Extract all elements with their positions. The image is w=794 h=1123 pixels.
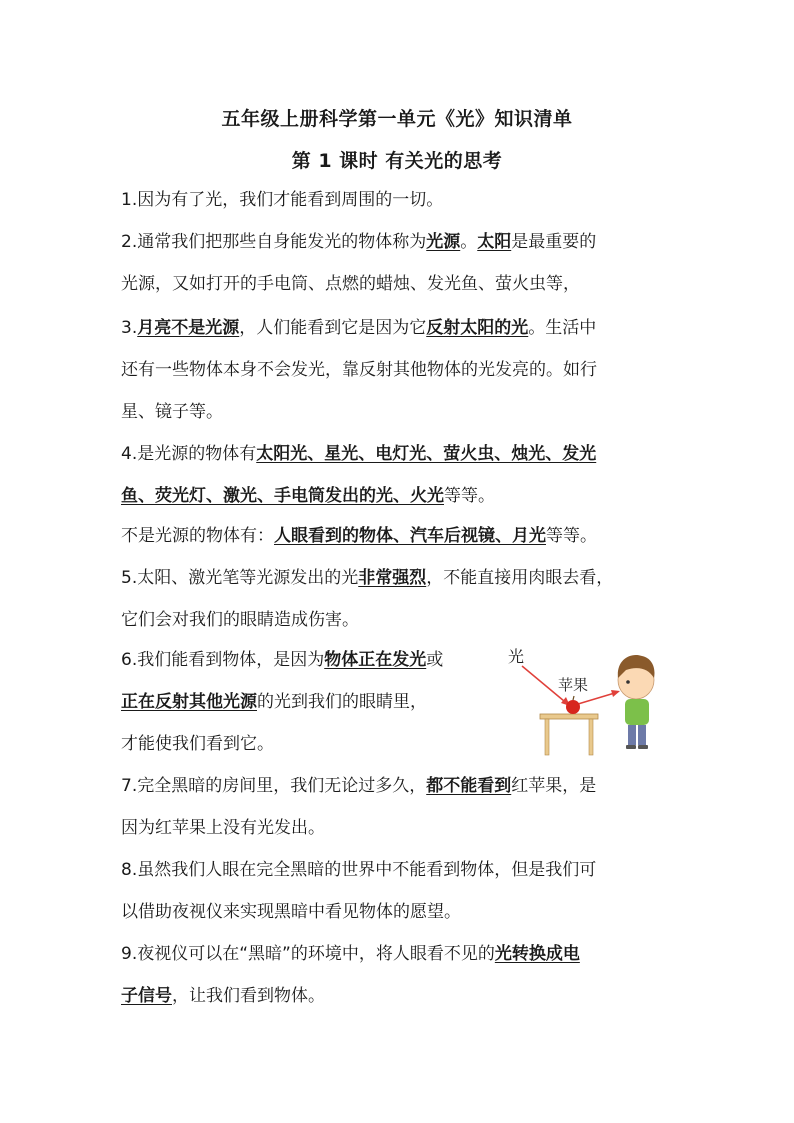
- key-term: 子信号: [121, 986, 172, 1006]
- text-span: 9.夜视仪可以在“黑暗”的环境中，将人眼看不见的: [121, 944, 495, 964]
- text-span: 8.虽然我们人眼在完全黑暗的世界中不能看到物体，但是我们可: [121, 860, 597, 880]
- text-line: [121, 690, 427, 714]
- text-span: 或: [426, 650, 444, 670]
- text-span: 4.是光源的物体有: [121, 444, 257, 464]
- text-line: [121, 566, 613, 590]
- text-line: [121, 316, 596, 340]
- text-span: 6.我们能看到物体，是因为: [121, 650, 325, 670]
- key-term: 太阳光、星光、电灯光、萤火虫、烛光、发光: [256, 444, 597, 464]
- key-term: 鱼、荧光灯、激光、手电筒发出的光、火光: [121, 486, 444, 506]
- text-span: 1.因为有了光，我们才能看到周围的一切。: [121, 190, 444, 210]
- text-span: 3.: [121, 318, 138, 338]
- text-span: 红苹果，是: [511, 776, 597, 796]
- text-line: [121, 524, 597, 548]
- text-line: [121, 900, 461, 924]
- text-span: 光源，又如打开的手电筒、点燃的蜡烛、发光鱼、萤火虫等，: [121, 274, 580, 294]
- text-span: 因为红苹果上没有光发出。: [121, 818, 325, 838]
- text-span: 星、镜子等。: [121, 402, 223, 422]
- text-line: [121, 774, 596, 798]
- text-span: 。生活中: [528, 318, 597, 338]
- text-line: [121, 816, 325, 840]
- page-title: 五年级上册科学第一单元《光》知识清单: [221, 108, 573, 130]
- apple-illustration: [500, 638, 676, 760]
- text-span: 2.通常我们把那些自身能发光的物体称为: [121, 232, 427, 252]
- key-term: 光转换成电: [494, 944, 580, 964]
- boy-leg-right: [638, 725, 646, 745]
- text-line: [121, 272, 580, 296]
- text-span: 5.太阳、激光笔等光源发出的光: [121, 568, 359, 588]
- text-span: ，让我们看到物体。: [172, 986, 325, 1006]
- red-apple: [566, 700, 580, 714]
- text-span: 的光到我们的眼睛里，: [257, 692, 427, 712]
- text-line: [121, 942, 580, 966]
- key-term: 物体正在发光: [324, 650, 427, 670]
- boy-shoe-left: [626, 745, 636, 749]
- text-span: ，不能直接用肉眼去看，: [426, 568, 614, 588]
- key-term: 月亮不是光源: [137, 318, 240, 338]
- key-term: 光源: [426, 232, 461, 252]
- table-top: [540, 714, 598, 719]
- key-term: 人眼看到的物体、汽车后视镜、月光: [274, 526, 546, 546]
- text-line: [121, 648, 443, 672]
- lesson-subtitle: 第 1 课时 有关光的思考: [291, 150, 503, 172]
- apple-stem: [573, 696, 574, 700]
- boy-shoe-right: [638, 745, 648, 749]
- text-line: [121, 400, 223, 424]
- text-line: [121, 230, 596, 254]
- text-line: [121, 358, 597, 382]
- text-line: [121, 732, 274, 756]
- text-line: [121, 188, 443, 212]
- text-span: ，人们能看到它是因为它: [239, 318, 427, 338]
- text-span: 。: [460, 232, 478, 252]
- text-span: 以借助夜视仪来实现黑暗中看见物体的愿望。: [121, 902, 461, 922]
- table-leg-right: [589, 719, 593, 755]
- key-term: 太阳: [477, 232, 512, 252]
- text-span: 是最重要的: [511, 232, 597, 252]
- boy-shirt: [625, 699, 649, 725]
- text-span: 等等。: [546, 526, 597, 546]
- key-term: 都不能看到: [426, 776, 512, 796]
- text-span: 7.完全黑暗的房间里，我们无论过多久，: [121, 776, 427, 796]
- text-line: [121, 484, 495, 508]
- text-span: 等等。: [444, 486, 495, 506]
- apple-label: 苹果: [558, 676, 589, 694]
- key-term: 非常强烈: [358, 568, 427, 588]
- text-line: [121, 442, 596, 466]
- text-span: 才能使我们看到它。: [121, 734, 274, 754]
- boy-eye: [626, 680, 630, 684]
- reflected-ray-arrow: [611, 690, 620, 697]
- key-term: 正在反射其他光源: [121, 692, 257, 712]
- text-line: [121, 858, 596, 882]
- text-line: [121, 984, 325, 1008]
- text-span: 不是光源的物体有：: [121, 526, 274, 546]
- light-label: 光: [508, 647, 525, 666]
- key-term: 反射太阳的光: [426, 318, 529, 338]
- table-leg-left: [545, 719, 549, 755]
- boy-leg-left: [628, 725, 636, 745]
- text-span: 它们会对我们的眼睛造成伤害。: [121, 610, 359, 630]
- text-line: [121, 608, 359, 632]
- text-span: 还有一些物体本身不会发光，靠反射其他物体的光发亮的。如行: [121, 360, 597, 380]
